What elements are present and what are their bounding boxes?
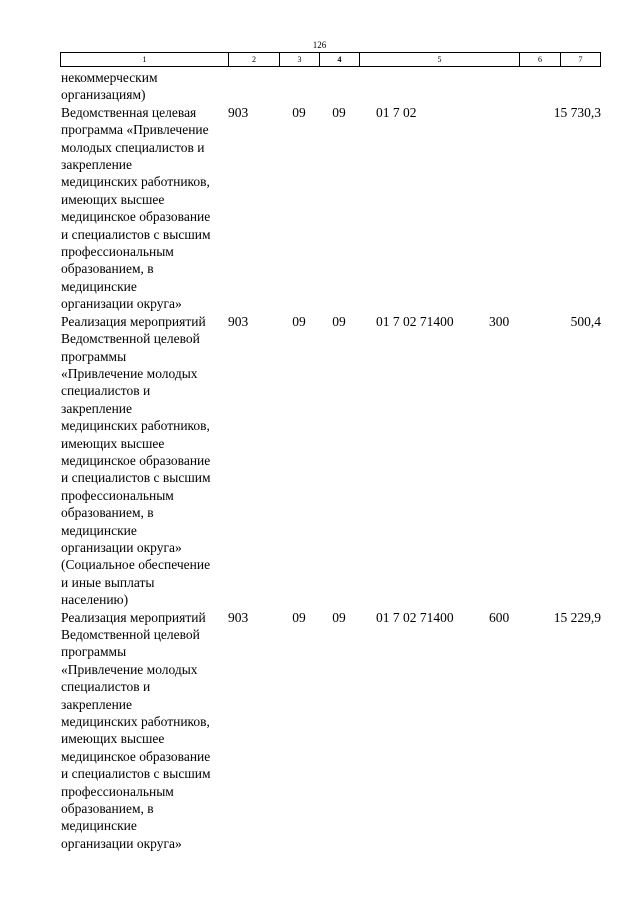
row-section: 09	[292, 104, 306, 120]
row-name-line: профессиональным	[61, 487, 174, 503]
row-admin-code: 903	[228, 104, 249, 120]
row-amount: 15 229,9	[553, 609, 601, 625]
row-target-article: 01 7 02	[376, 104, 417, 120]
row-subsection: 09	[332, 313, 346, 329]
row-name-line: организации округа»	[61, 296, 182, 312]
row-name-line: Ведомственной целевой	[61, 331, 200, 347]
row-section: 09	[292, 313, 306, 329]
row-name-line: медицинское образование	[61, 748, 211, 764]
table-row	[60, 104, 601, 313]
row-name-line: специалистов и	[61, 383, 151, 399]
row-expense-type: 600	[489, 609, 510, 625]
header-col-2: 2	[229, 53, 280, 66]
row-name-line: организации округа»	[61, 539, 182, 555]
table-body	[60, 69, 601, 852]
row-name-line: программа «Привлечение	[61, 122, 209, 138]
row-amount: 500,4	[570, 313, 601, 329]
table-header	[60, 52, 601, 67]
header-col-4: 4	[320, 53, 360, 66]
row-admin-code: 903	[228, 313, 249, 329]
row-name-line: и специалистов с высшим	[61, 226, 211, 242]
row-name-line: имеющих высшее	[61, 191, 165, 207]
row-name-line: и специалистов с высшим	[61, 470, 211, 486]
row-name-line: «Привлечение молодых	[61, 661, 198, 677]
row-name-line: образованием, в	[61, 261, 154, 277]
row-name-line: медицинские	[61, 522, 137, 538]
page-number: 126	[312, 40, 327, 50]
row-name-line: и иные выплаты	[61, 574, 155, 590]
row-subsection: 09	[332, 104, 346, 120]
row-name-line: Реализация мероприятий	[61, 609, 206, 625]
row-section: 09	[292, 609, 306, 625]
row-expense-type: 300	[489, 313, 510, 329]
row-name-line: закрепление	[61, 696, 133, 712]
row-name-line: Ведомственная целевая	[61, 104, 197, 120]
row-target-article: 01 7 02 71400	[376, 609, 454, 625]
row-subsection: 09	[332, 609, 346, 625]
row-name-line: и специалистов с высшим	[61, 766, 211, 782]
row-name-line: образованием, в	[61, 505, 154, 521]
row-expense-type	[479, 104, 539, 313]
row-name-line: Реализация мероприятий	[61, 313, 206, 329]
row-name	[60, 313, 228, 609]
row-name-line: специалистов и	[61, 679, 151, 695]
header-col-1: 1	[61, 53, 229, 66]
row-amount: 15 730,3	[553, 104, 601, 120]
row-name-line: имеющих высшее	[61, 435, 165, 451]
header-col-7: 7	[578, 55, 583, 64]
row-name-line: профессиональным	[61, 244, 174, 260]
row-expense-type	[479, 69, 539, 104]
row-name-line: профессиональным	[61, 783, 174, 799]
row-name	[60, 609, 228, 853]
row-name-line: (Социальное обеспечение	[61, 557, 211, 573]
row-name-line: медицинское образование	[61, 452, 211, 468]
header-col-3: 3	[280, 53, 320, 66]
row-name-line: медицинских работников,	[61, 418, 210, 434]
row-name	[60, 104, 228, 313]
row-section	[279, 69, 319, 104]
row-name-line: медицинские	[61, 818, 137, 834]
row-name-line: некоммерческим	[61, 70, 158, 85]
header-col-6: 6	[520, 53, 561, 66]
row-name-line: медицинское образование	[61, 209, 211, 225]
row-admin-code: 903	[228, 609, 249, 625]
row-target-article	[359, 69, 479, 104]
row-name-line: молодых специалистов и	[61, 139, 205, 155]
row-name-line: Ведомственной целевой	[61, 627, 200, 642]
row-name-line: организации округа»	[61, 835, 182, 851]
row-name-line: программы	[61, 644, 127, 660]
row-target-article: 01 7 02 71400	[376, 313, 454, 329]
table-row	[60, 313, 601, 609]
table-row	[60, 609, 601, 853]
row-name	[60, 69, 228, 104]
row-name-line: медицинских работников,	[61, 174, 210, 190]
row-name-line: населению)	[61, 592, 129, 608]
row-admin-code	[228, 69, 279, 104]
row-name-line: медицинских работников,	[61, 714, 210, 730]
header-col-5: 5	[360, 53, 520, 66]
row-name-line: медицинские	[61, 278, 137, 294]
row-name-line: программы	[61, 348, 127, 364]
row-name-line: организациям)	[61, 87, 146, 103]
row-name-line: имеющих высшее	[61, 731, 165, 747]
row-name-line: «Привлечение молодых	[61, 365, 198, 381]
row-name-line: закрепление	[61, 157, 133, 173]
row-subsection	[319, 69, 359, 104]
row-amount	[539, 69, 601, 104]
row-name-line: образованием, в	[61, 801, 154, 817]
row-name-line: закрепление	[61, 400, 133, 416]
table-row	[60, 69, 601, 104]
